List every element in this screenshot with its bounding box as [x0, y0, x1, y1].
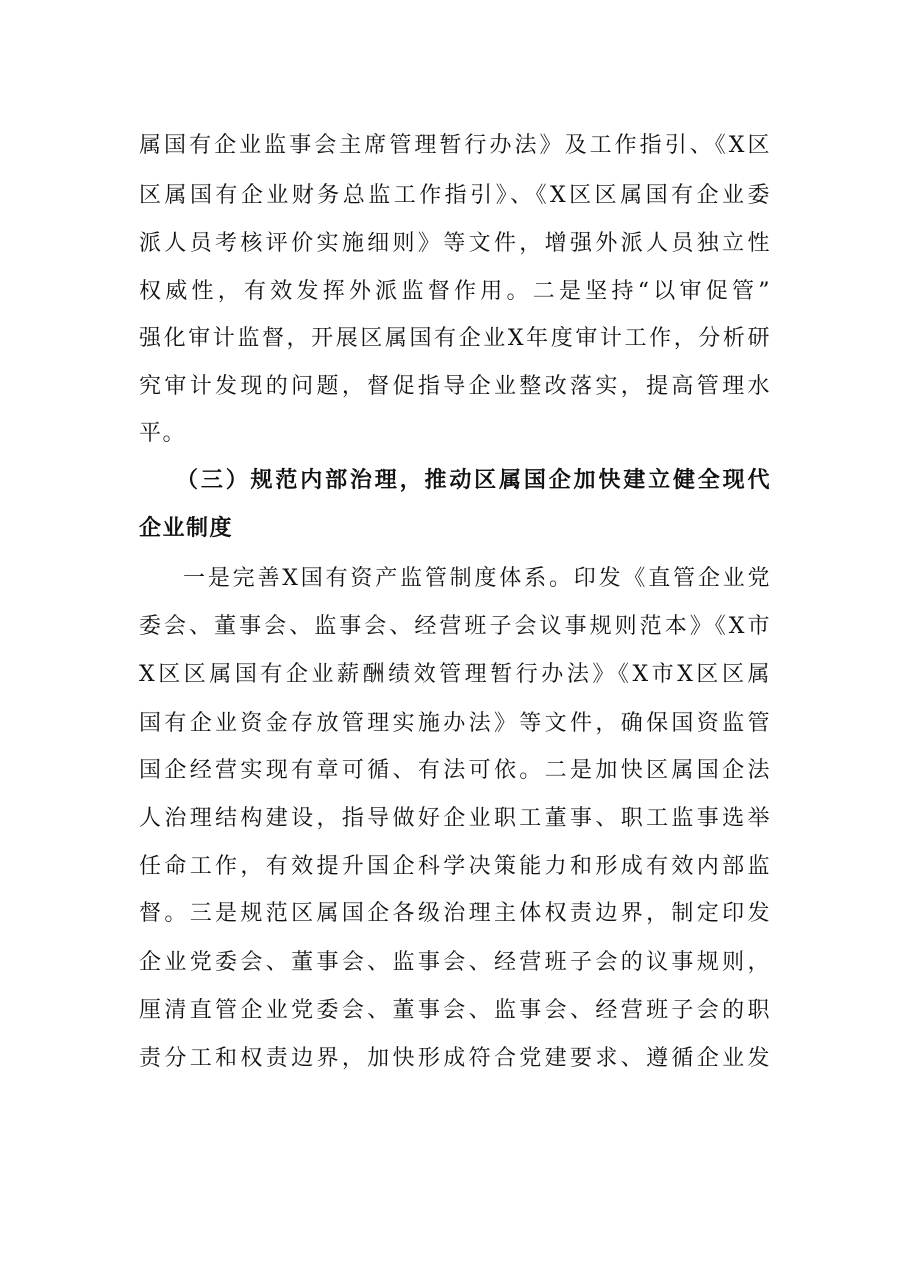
text-line: 厘清直管企业党委会、董事会、监事会、经营班子会的职	[139, 998, 771, 1023]
heading-line: （三）规范内部治理，推动区属国企加快建立健全现代	[176, 468, 771, 493]
text-line: 派人员考核评价实施细则》等文件，增强外派人员独立性	[139, 231, 771, 256]
text-line: 国企经营实现有章可循、有法可依。二是加快区属国企法	[139, 758, 771, 783]
text-line: 一是完善X国有资产监管制度体系。印发《直管企业党	[183, 566, 771, 591]
text-line: 国有企业资金存放管理实施办法》等文件，确保国资监管	[139, 711, 771, 736]
text-line: 区属国有企业财务总监工作指引》、《X区区属国有企业委	[139, 183, 771, 208]
text-line: 强化审计监督，开展区属国有企业X年度审计工作，分析研	[139, 326, 771, 351]
text-line: 究审计发现的问题，督促指导企业整改落实，提高管理水	[139, 374, 771, 399]
text-line: X区区属国有企业薪酬绩效管理暂行办法》《X市X区区属	[139, 662, 771, 687]
text-line: 责分工和权责边界，加快形成符合党建要求、遵循企业发	[139, 1046, 771, 1071]
text-line: 属国有企业监事会主席管理暂行办法》及工作指引、《X区	[139, 133, 771, 158]
text-line: 任命工作，有效提升国企科学决策能力和形成有效内部监	[139, 854, 771, 879]
text-line: 督。三是规范区属国企各级治理主体权责边界，制定印发	[139, 901, 771, 926]
text-line: 平。	[139, 421, 187, 446]
heading-line: 企业制度	[139, 516, 234, 541]
text-line: 人治理结构建设，指导做好企业职工董事、职工监事选举	[139, 806, 771, 831]
text-line: 企业党委会、董事会、监事会、经营班子会的议事规则，	[139, 950, 771, 975]
text-line: 权威性，有效发挥外派监督作用。二是坚持“以审促管”	[139, 279, 771, 304]
text-line: 委会、董事会、监事会、经营班子会议事规则范本》《X市	[139, 614, 771, 639]
